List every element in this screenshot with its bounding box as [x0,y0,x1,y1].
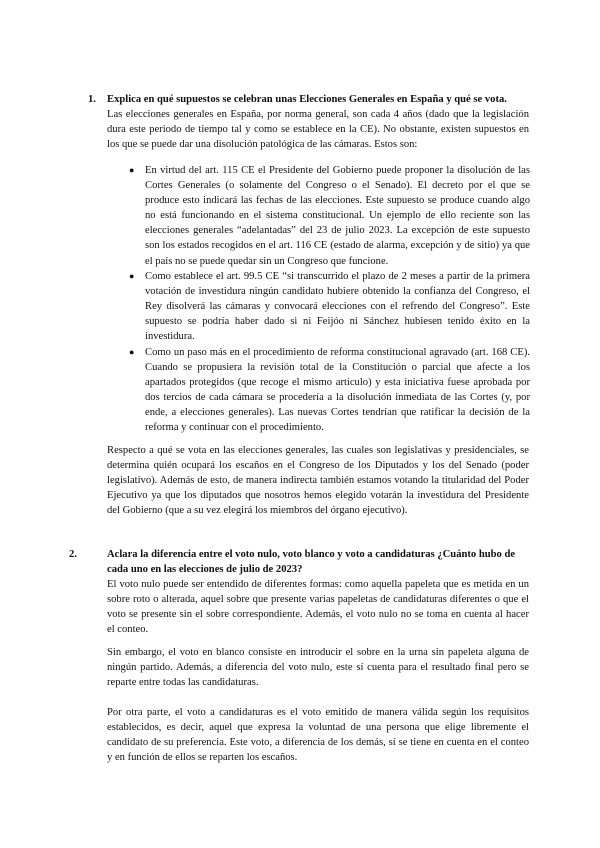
question-2-title: Aclara la diferencia entre el voto nulo, voto blanco y voto a candidaturas ¿Cuánto hubo de cada uno en las elecciones de julio de 2023? [107,549,516,576]
question-2-paragraph-2: Sin embargo, el voto en blanco consiste en introducir el sobre en la urna sin papeleta alguna de ningún partido. Además, a diferencia del voto nulo, este sí cuenta para el resultado final pero se reparte entre todas las candidaturas. [107,647,529,689]
bullet-text: En virtud del art. 115 CE el Presidente del Gobierno puede proponer la disolución de las Cortes Generales (o solamente del Congreso o el Senado). El decreto por el que se produce esto indicará las fechas de las elecciones. Este supuesto se produce cuando algo no está funcionando en el sistema constitucional. Un ejemplo de ello reciente son las elecciones generales “adelantadas” del 23 de julio 2023. La excepción de este supuesto son los estados recogidos en el art. 116 CE (estado de alarma, excepción y de sitio) ya que el país no se puede quedar sin un Congreso que funcione. [145,165,530,267]
bullet-text: Como establece el art. 99.5 CE “si transcurrido el plazo de 2 meses a partir de la primera votación de investidura ningún candidato hubiere obtenido la confianza del Congreso, el Rey disolverá las cámaras y convocará elecciones con el refrendo del Congreso”. Este supuesto se podría haber dado si ni Feijóo ni Sánchez hubiesen tenido éxito en la investidura. [145,271,530,343]
list-item [129,163,530,269]
bullet-text: Como un paso más en el procedimiento de reforma constitucional agravado (art. 168 CE). Cuando se propusiera la revisión total de la Constitución o parcial que afecte a los apartados protegidos (que recoge el mismo artículo) y esta iniciativa fuese aprobada por dos tercios de cada cámara se procedería a la disolución inmediata de las Cortes (y, por ende, a elecciones generales). Las nuevas Cortes tendrían que ratificar la decisión de la reforma y continuar con el procedimiento. [145,347,530,434]
question-2-number: 2. [69,549,77,560]
question-1-heading [88,92,528,107]
question-1-bullet-list [129,163,530,436]
list-item [129,269,530,345]
bullet-icon: ● [129,347,135,357]
question-1-intro: Las elecciones generales en España, por norma general, son cada 4 años (dado que la legislación dura este periodo de tiempo tal y como se establece en la CE). No obstante, existen supuestos en los que se puede dar una disolución patológica de las cámaras. Estos son: [107,109,529,151]
question-1-closing: Respecto a qué se vota en las elecciones generales, las cuales son legislativas y presidenciales, se determina quién ocupará los escaños en el Congreso de los Diputados y los del Senado (poder legislativo). Además de esto, de manera indirecta también estamos votando la titularidad del Poder Ejecutivo ya que los diputados que nosotros hemos elegido votarán la investidura del Presidente del Gobierno (que a su vez elegirá los miembros del órgano ejecutivo). [107,445,529,517]
bullet-icon: ● [129,165,135,175]
bullet-icon: ● [129,271,135,281]
list-item [129,345,530,436]
question-2-heading [69,547,529,577]
question-2-paragraph-3: Por otra parte, el voto a candidaturas es el voto emitido de manera válida según los requisitos establecidos, es decir, aquel que expresa la voluntad de una persona que elige libremente el candidato de su preferencia. Este voto, a diferencia de los demás, sí se tiene en cuenta en el conteo y en función de ellos se reparten los escaños. [107,707,529,764]
question-2-paragraph-1: El voto nulo puede ser entendido de diferentes formas: como aquella papeleta que es metida en un sobre roto o alterada, aquel sobre que presente varias papeletas de candidaturas diferentes o que el voto se presente sin el sobre correspondiente. Además, el voto nulo no se toma en cuenta al hacer el conteo. [107,579,529,636]
question-1-number: 1. [88,94,96,105]
question-1-title: Explica en qué supuestos se celebran unas Elecciones Generales en España y qué se vota. [107,94,507,105]
